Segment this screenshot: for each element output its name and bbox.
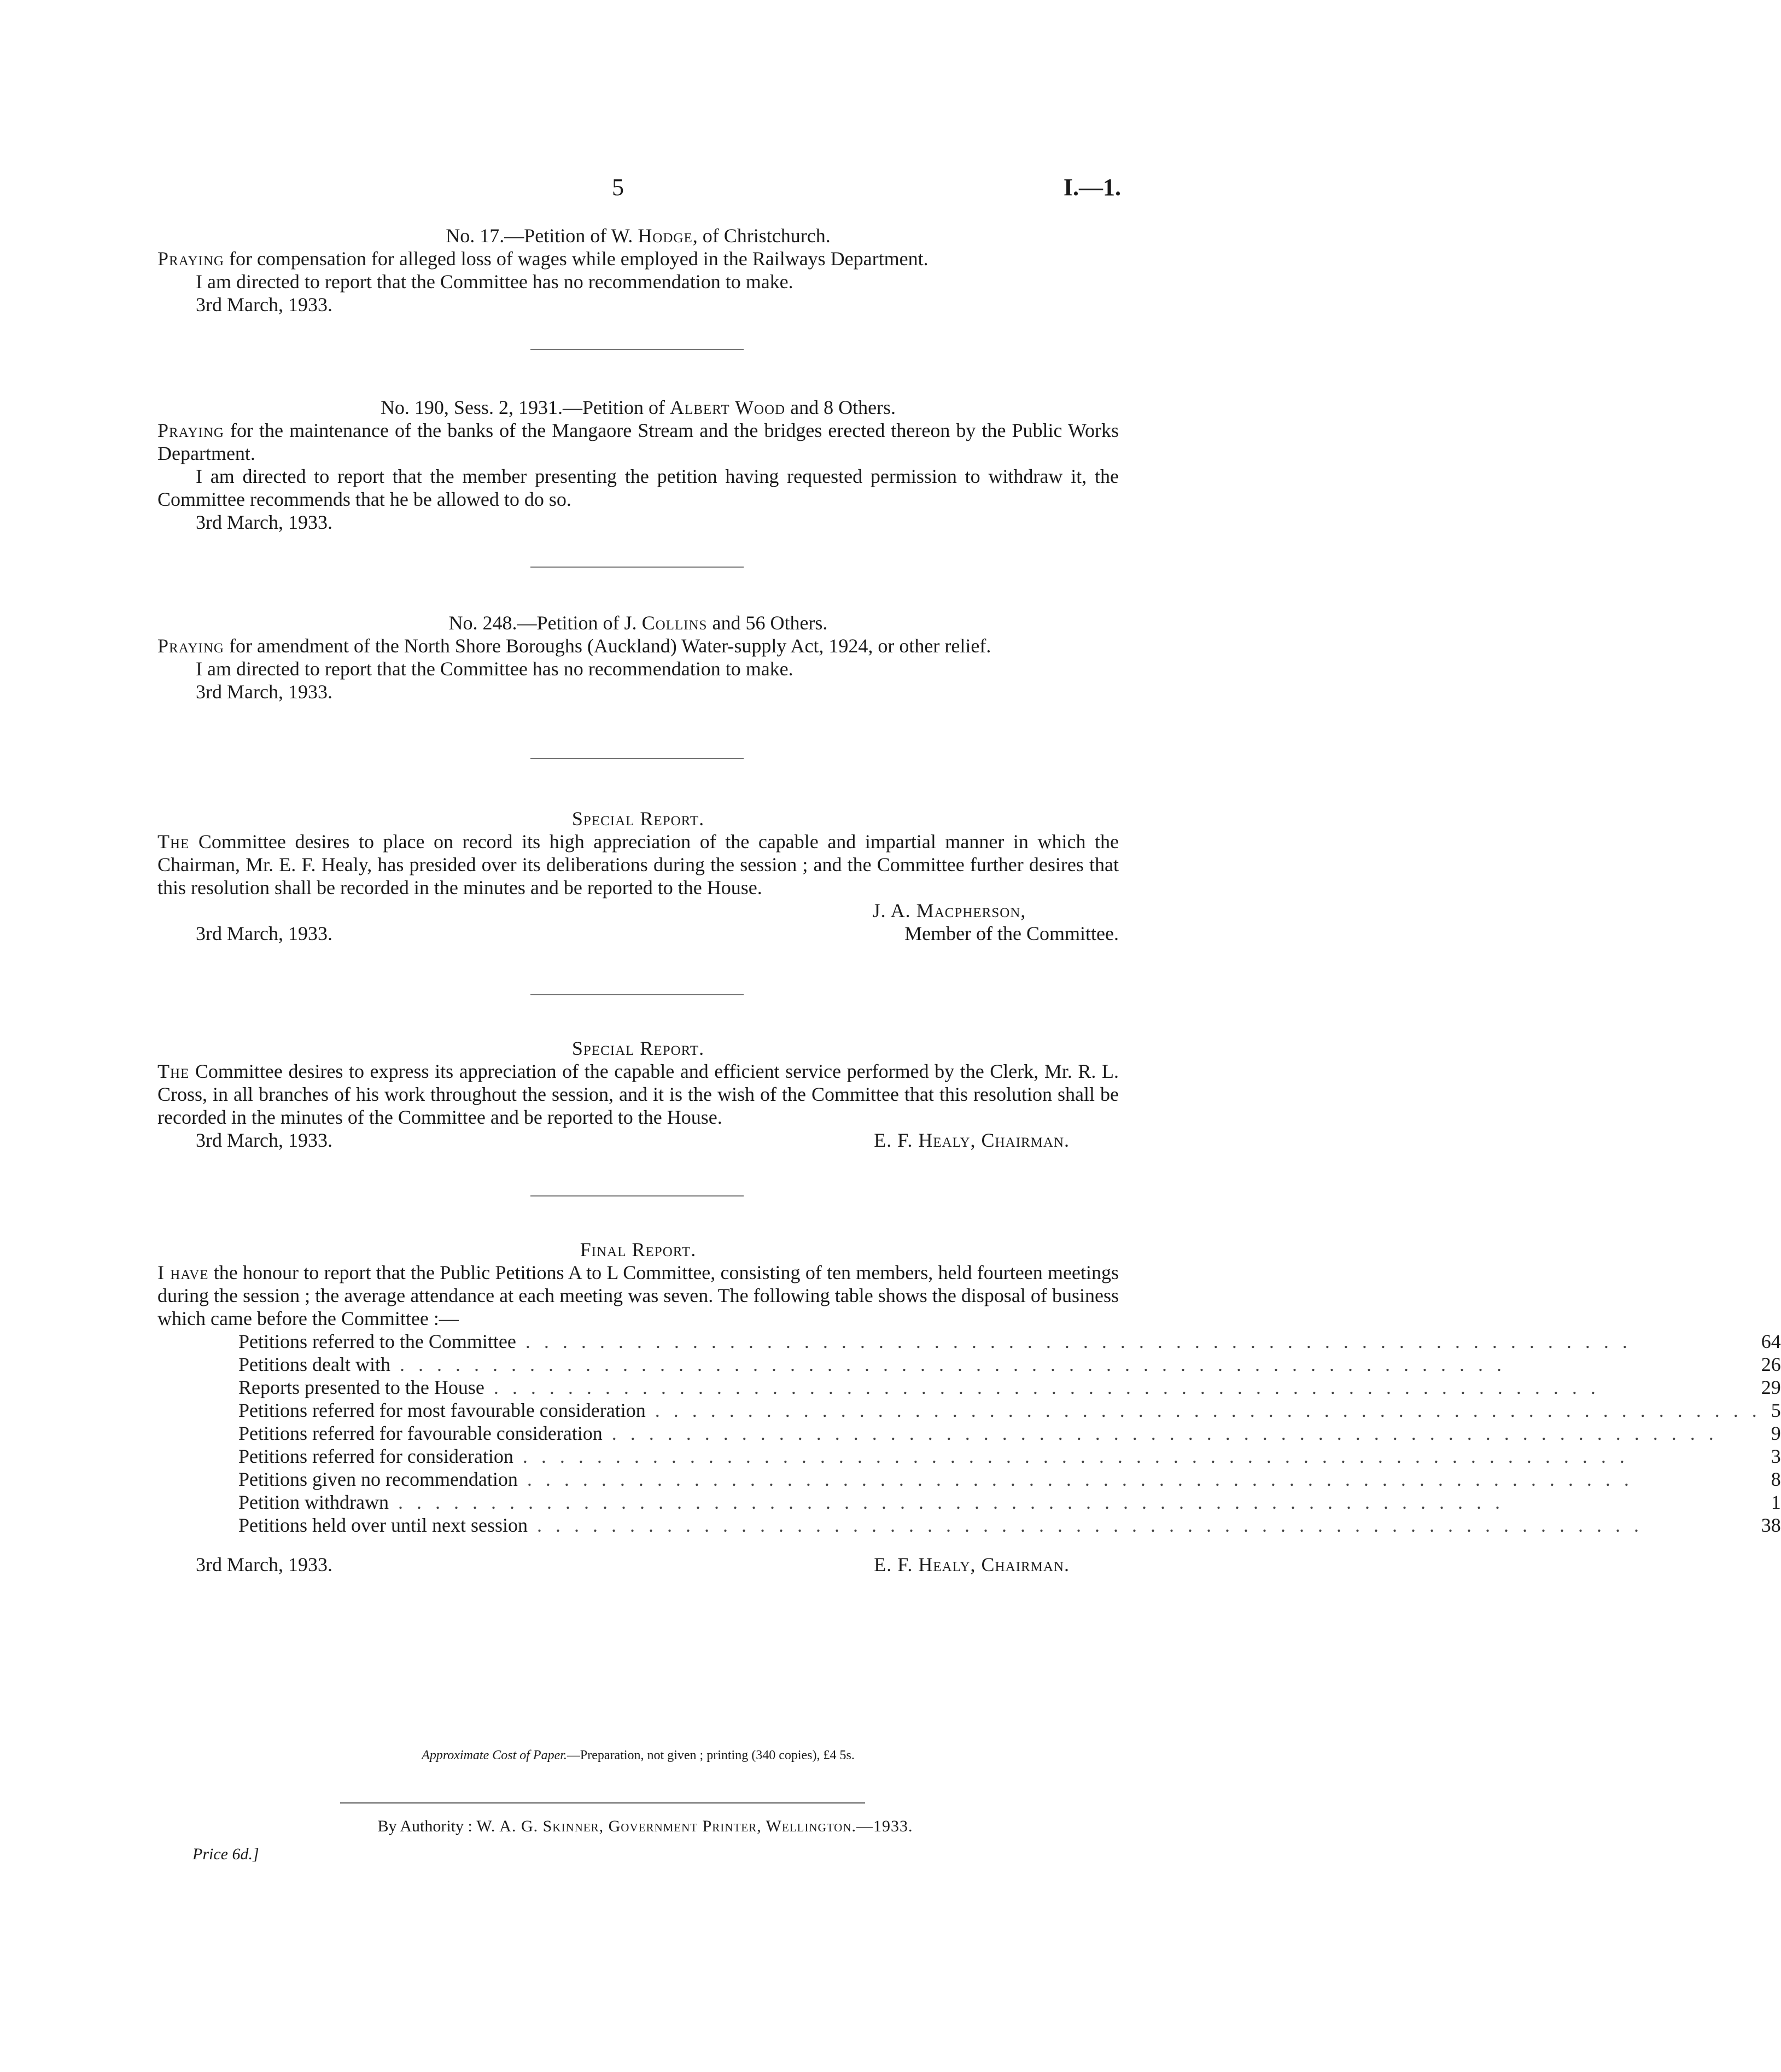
table-row	[238, 1445, 1781, 1468]
petition-entry	[157, 396, 1119, 534]
section-divider	[530, 349, 744, 350]
row-label: Petition withdrawn	[238, 1491, 389, 1513]
table-row	[238, 1514, 1781, 1537]
section-divider	[530, 567, 744, 568]
report-body: The Committee desires to place on record its high appreciation of the capable and impartial manner in which the Chairman, Mr. E. F. Healy, has presided over its deliberations during the session ; and the Committee further desires that this resolution shall be recorded in the minutes and be reported to the House.	[157, 831, 1119, 898]
table-row	[238, 1330, 1781, 1353]
report-signature: E. F. Healy, Chairman.	[874, 1129, 1070, 1151]
report-date: 3rd March, 1933.	[196, 1129, 332, 1151]
row-label: Petitions given no recommendation	[238, 1468, 518, 1490]
petition-date: 3rd March, 1933.	[196, 681, 332, 703]
petition-title: No. 190, Sess. 2, 1931.—Petition of Albert Wood and 8 Others.	[380, 396, 896, 418]
report-date: 3rd March, 1933.	[196, 1554, 332, 1575]
price: Price 6d.]	[192, 1845, 259, 1863]
petition-date: 3rd March, 1933.	[196, 294, 332, 316]
row-value: 26	[1761, 1353, 1781, 1375]
petition-report: I am directed to report that the Committee has no recommendation to make.	[196, 658, 793, 680]
row-label: Petitions held over until next session	[238, 1514, 528, 1536]
section-divider	[530, 994, 744, 995]
leader-dots: . . . . . . . . . . . . . . . . . . . . . . . . . . . . . . . . . . . . . . . . . . . . . . . . . . . . . . . . . . . .	[527, 1514, 1643, 1536]
table-row	[238, 1399, 1781, 1422]
petition-praying: Praying for the maintenance of the banks of the Mangaore Stream and the bridges erected thereon by the Public Works Department.	[157, 419, 1119, 464]
report-date: 3rd March, 1933.	[196, 923, 332, 944]
petition-praying: Praying for compensation for alleged loss of wages while employed in the Railways Department.	[157, 248, 929, 270]
page-number: 5	[612, 174, 624, 201]
petition-praying: Praying for amendment of the North Shore Boroughs (Auckland) Water-supply Act, 1924, or other relief.	[157, 635, 991, 657]
row-label: Petitions referred for consideration	[238, 1445, 513, 1467]
signatory-name: J. A. Macpherson,	[872, 900, 1026, 921]
petition-entry	[157, 611, 1119, 703]
special-report-chairman	[157, 807, 1119, 945]
cost-of-paper: Approximate Cost of Paper.—Preparation, not given ; printing (340 copies), £4 5s.	[422, 1748, 855, 1762]
petition-report: I am directed to report that the Committee has no recommendation to make.	[196, 271, 793, 293]
row-value: 38	[1761, 1514, 1781, 1536]
row-label: Petitions referred for most favourable consideration	[238, 1399, 646, 1421]
leader-dots: . . . . . . . . . . . . . . . . . . . . . . . . . . . . . . . . . . . . . . . . . . . . . . . . . . . . . . . . . . . .	[388, 1491, 1504, 1513]
table-row	[238, 1491, 1781, 1514]
petition-entry	[157, 224, 1119, 316]
row-label: Petitions referred for favourable consideration	[238, 1422, 603, 1444]
special-report-clerk	[157, 1037, 1119, 1152]
petition-title: No. 248.—Petition of J. Collins and 56 Others.	[448, 612, 828, 634]
section-divider	[530, 1195, 744, 1196]
row-label: Petitions referred to the Committee	[238, 1330, 516, 1352]
row-value: 64	[1761, 1330, 1781, 1352]
section-heading: Special Report.	[571, 808, 705, 830]
table-row	[238, 1468, 1781, 1491]
table-row	[238, 1353, 1781, 1376]
table-row	[238, 1376, 1781, 1399]
footer-divider	[340, 1802, 865, 1803]
section-heading: Special Report.	[571, 1037, 705, 1059]
disposal-table	[238, 1330, 1781, 1537]
leader-dots: . . . . . . . . . . . . . . . . . . . . . . . . . . . . . . . . . . . . . . . . . . . . . . . . . . . . . . . . . . . .	[484, 1376, 1600, 1398]
leader-dots: . . . . . . . . . . . . . . . . . . . . . . . . . . . . . . . . . . . . . . . . . . . . . . . . . . . . . . . . . . . .	[513, 1445, 1629, 1467]
row-label: Reports presented to the House	[238, 1376, 484, 1398]
report-signature: E. F. Healy, Chairman.	[874, 1554, 1070, 1575]
petition-title: No. 17.—Petition of W. Hodge, of Christchurch.	[446, 225, 831, 247]
row-value: 29	[1761, 1376, 1781, 1398]
section-heading: Final Report.	[580, 1239, 697, 1260]
row-value: 9	[1771, 1422, 1781, 1444]
final-report	[157, 1238, 1781, 1576]
report-body: I have the honour to report that the Public Petitions A to L Committee, consisting of ten members, held fourteen meetings during the session ; the average attendance at each meeting was seven. The following table shows the disposal of business which came before the Committee :—	[157, 1262, 1119, 1329]
document-reference: I.—1.	[1063, 174, 1121, 201]
leader-dots: . . . . . . . . . . . . . . . . . . . . . . . . . . . . . . . . . . . . . . . . . . . . . . . . . . . . . . . . . . . .	[390, 1353, 1506, 1375]
leader-dots: . . . . . . . . . . . . . . . . . . . . . . . . . . . . . . . . . . . . . . . . . . . . . . . . . . . . . . . . . . . .	[516, 1330, 1632, 1352]
row-value: 3	[1771, 1445, 1781, 1467]
printer-authority: By Authority : W. A. G. Skinner, Government Printer, Wellington.—1933.	[377, 1817, 913, 1835]
table-row	[238, 1422, 1781, 1445]
leader-dots: . . . . . . . . . . . . . . . . . . . . . . . . . . . . . . . . . . . . . . . . . . . . . . . . . . . . . . . . . . . .	[645, 1399, 1761, 1421]
petition-date: 3rd March, 1933.	[196, 511, 332, 533]
row-label: Petitions dealt with	[238, 1353, 390, 1375]
row-value: 1	[1771, 1491, 1781, 1513]
section-divider	[530, 758, 744, 759]
petition-report: I am directed to report that the member presenting the petition having requested permission to withdraw it, the Committee recommends that he be allowed to do so.	[157, 465, 1119, 510]
signatory-role: Member of the Committee.	[904, 923, 1119, 944]
row-value: 5	[1771, 1399, 1781, 1421]
row-value: 8	[1771, 1468, 1781, 1490]
report-body: The Committee desires to express its appreciation of the capable and efficient service performed by the Clerk, Mr. R. L. Cross, in all branches of his work throughout the session, and it is the wish of the Committee that this resolution shall be recorded in the minutes of the Committee and be reported to the House.	[157, 1060, 1119, 1128]
leader-dots: . . . . . . . . . . . . . . . . . . . . . . . . . . . . . . . . . . . . . . . . . . . . . . . . . . . . . . . . . . . .	[517, 1468, 1633, 1490]
leader-dots: . . . . . . . . . . . . . . . . . . . . . . . . . . . . . . . . . . . . . . . . . . . . . . . . . . . . . . . . . . . .	[602, 1422, 1718, 1444]
